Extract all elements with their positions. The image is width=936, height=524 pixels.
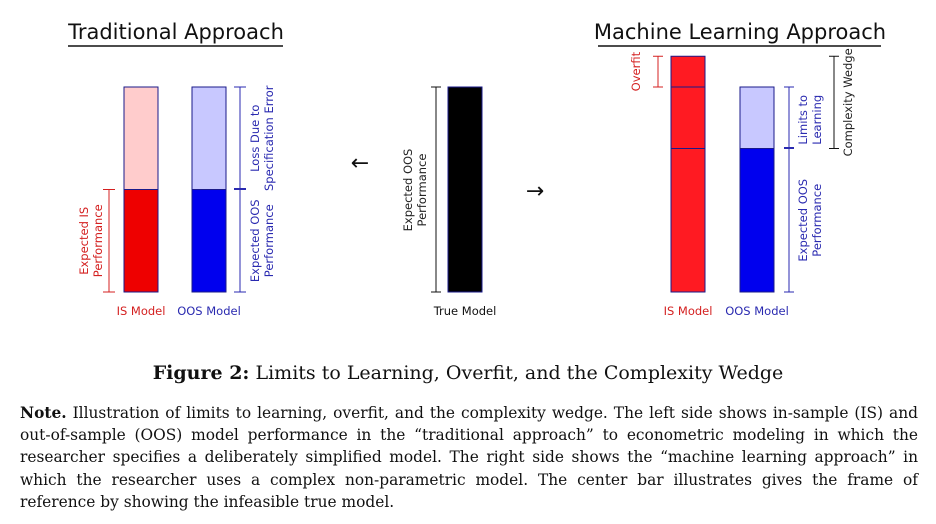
true-model-perf-label-line-1: Expected OOS: [401, 148, 416, 232]
right-oos-label-line-2: Performance: [809, 183, 824, 257]
limits-label-line-1: Limits to: [796, 94, 811, 145]
right-oos-bar-filled: [740, 149, 774, 293]
right-is-bar-label: IS Model: [663, 304, 713, 318]
caption-prefix: Figure 2:: [152, 362, 250, 384]
true-model-label: True Model: [433, 304, 497, 318]
right-oos-bar-label: OOS Model: [725, 304, 789, 318]
arrow-right: →: [525, 179, 545, 204]
left-bar-1-unfilled: [124, 87, 158, 190]
right-oos-label-line-1: Expected OOS: [796, 178, 811, 262]
left-bar-2-label: OOS Model: [177, 304, 241, 318]
figure-caption: [0, 362, 936, 384]
wedge-label-line-1: Complexity Wedge: [841, 48, 856, 157]
left-oos-label-line-1: Expected OOS: [248, 199, 263, 283]
left-bar-1-filled: [124, 190, 158, 293]
note-prefix: Note.: [20, 404, 67, 422]
right-oos-bar-unfilled: [740, 87, 774, 149]
right-is-bar: [671, 56, 705, 292]
left-bar-2-unfilled: [192, 87, 226, 190]
left-bar-2-filled: [192, 190, 226, 293]
left-is-label-line-1: Expected IS: [77, 206, 92, 275]
figure-note: [20, 402, 918, 513]
left-title: Traditional Approach: [68, 20, 284, 44]
true-model-perf-label-line-2: Performance: [414, 153, 429, 227]
left-bar-1-label: IS Model: [116, 304, 166, 318]
caption-text: Limits to Learning, Overfit, and the Complexity Wedge: [249, 362, 784, 384]
arrow-left: ←: [350, 151, 370, 176]
note-text: Illustration of limits to learning, overfit, and the complexity wedge. The left side shows in-sample (IS) and out-of-sample (OOS) model performance in the “traditional approach” to econometric modeling in which the researcher specifies a deliberately simplified model. The right side shows the “machine learning approach” in which the researcher uses a complex non-parametric model. The center bar illustrates gives the frame of reference by showing the infeasible true model.: [20, 404, 918, 511]
left-oos-label-line-2: Performance: [261, 204, 276, 278]
left-is-label-line-2: Performance: [90, 204, 105, 278]
limits-label-line-2: Learning: [809, 94, 824, 145]
right-title: Machine Learning Approach: [593, 20, 887, 44]
left-spec-label-line-2: Specification Error: [261, 85, 276, 192]
left-spec-label-line-1: Loss Due to: [248, 104, 263, 172]
true-model-bar: [448, 87, 482, 292]
overfit-label-line-1: Overfit: [629, 51, 644, 92]
